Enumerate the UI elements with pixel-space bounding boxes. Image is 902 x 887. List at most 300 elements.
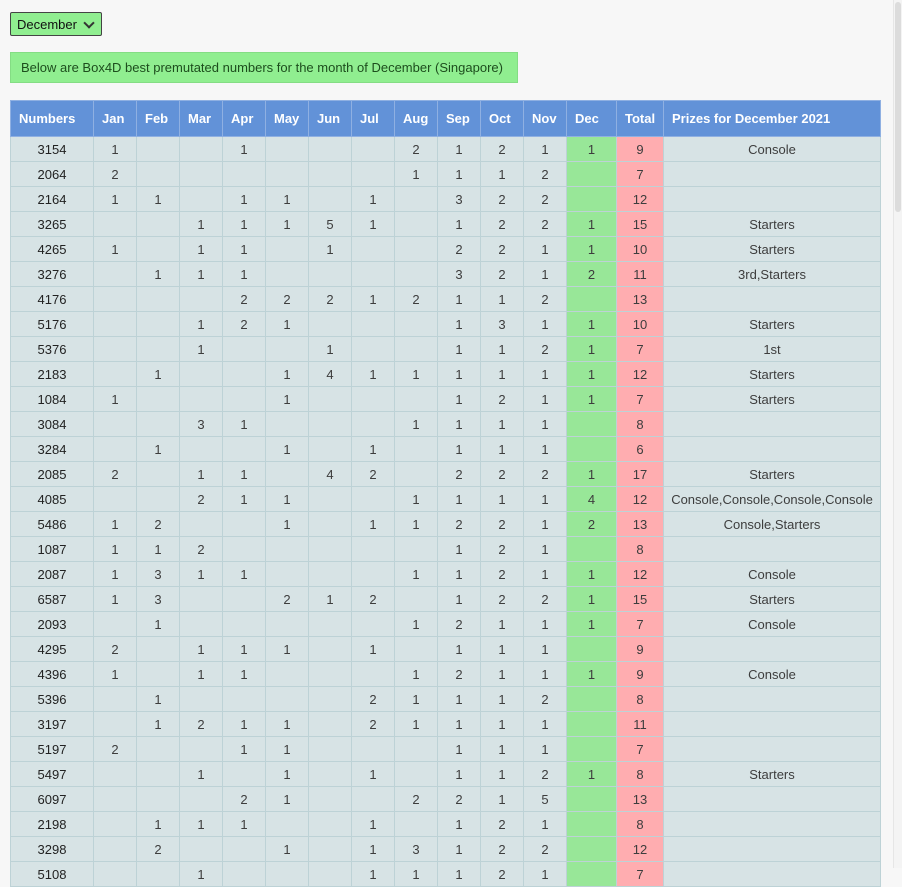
- dec-cell: 1: [567, 387, 617, 412]
- month-cell: 1: [137, 537, 180, 562]
- month-cell: [94, 337, 137, 362]
- month-cell: [94, 837, 137, 862]
- month-cell: 1: [524, 362, 567, 387]
- month-cell: 2: [481, 187, 524, 212]
- month-cell: 1: [481, 487, 524, 512]
- prize-cell: Console: [664, 137, 881, 162]
- month-cell: [266, 662, 309, 687]
- month-cell: 1: [223, 637, 266, 662]
- month-cell: [223, 612, 266, 637]
- month-cell: [309, 262, 352, 287]
- month-cell: [352, 412, 395, 437]
- scrollbar-thumb[interactable]: [895, 2, 901, 212]
- month-cell: 1: [266, 762, 309, 787]
- month-cell: 1: [481, 162, 524, 187]
- month-cell: [309, 387, 352, 412]
- month-cell: [352, 612, 395, 637]
- dec-cell: [567, 787, 617, 812]
- month-cell: 1: [223, 812, 266, 837]
- month-cell: [223, 762, 266, 787]
- total-cell: 13: [617, 787, 664, 812]
- dec-cell: 1: [567, 462, 617, 487]
- dec-cell: 1: [567, 212, 617, 237]
- month-cell: 1: [481, 662, 524, 687]
- month-cell: [137, 387, 180, 412]
- dec-cell: [567, 737, 617, 762]
- month-cell: 2: [352, 587, 395, 612]
- month-cell: [223, 337, 266, 362]
- month-cell: [223, 687, 266, 712]
- info-banner: Below are Box4D best premutated numbers for the month of December (Singapore): [10, 52, 518, 83]
- month-cell: 2: [524, 162, 567, 187]
- month-cell: 1: [94, 187, 137, 212]
- total-cell: 17: [617, 462, 664, 487]
- month-cell: 1: [94, 512, 137, 537]
- month-cell: 1: [180, 312, 223, 337]
- column-header-prizes-for-december-2021: Prizes for December 2021: [664, 101, 881, 137]
- month-cell: 2: [481, 837, 524, 862]
- month-cell: [352, 237, 395, 262]
- month-cell: [352, 137, 395, 162]
- month-cell: 1: [438, 162, 481, 187]
- dec-cell: 1: [567, 137, 617, 162]
- month-cell: [137, 862, 180, 887]
- month-cell: 1: [438, 537, 481, 562]
- month-cell: [94, 287, 137, 312]
- month-cell: 1: [481, 287, 524, 312]
- month-cell: 1: [524, 412, 567, 437]
- month-cell: 1: [438, 437, 481, 462]
- table-row: [11, 487, 881, 512]
- month-cell: 1: [180, 462, 223, 487]
- month-cell: 3: [180, 412, 223, 437]
- month-cell: 1: [481, 612, 524, 637]
- column-header-dec: Dec: [567, 101, 617, 137]
- table-row: [11, 587, 881, 612]
- number-cell: 4295: [11, 637, 94, 662]
- total-cell: 13: [617, 287, 664, 312]
- month-cell: 5: [524, 787, 567, 812]
- month-cell: [137, 137, 180, 162]
- month-cell: 2: [524, 762, 567, 787]
- month-cell: 4: [309, 362, 352, 387]
- prize-cell: Console: [664, 562, 881, 587]
- month-cell: 1: [395, 662, 438, 687]
- month-cell: [94, 812, 137, 837]
- month-cell: [94, 862, 137, 887]
- total-cell: 11: [617, 262, 664, 287]
- month-cell: 1: [481, 337, 524, 362]
- month-cell: [395, 187, 438, 212]
- month-cell: 2: [481, 537, 524, 562]
- month-cell: 2: [524, 212, 567, 237]
- month-cell: 2: [481, 587, 524, 612]
- month-cell: [137, 762, 180, 787]
- month-cell: 1: [223, 137, 266, 162]
- table-row: [11, 512, 881, 537]
- month-cell: 2: [438, 237, 481, 262]
- prize-cell: Starters: [664, 237, 881, 262]
- month-cell: [395, 337, 438, 362]
- month-cell: 1: [524, 712, 567, 737]
- month-cell: [352, 337, 395, 362]
- month-cell: 1: [94, 237, 137, 262]
- month-cell: 1: [94, 562, 137, 587]
- month-cell: 2: [481, 812, 524, 837]
- month-cell: 2: [524, 587, 567, 612]
- month-cell: [137, 662, 180, 687]
- month-cell: [395, 237, 438, 262]
- month-cell: [395, 537, 438, 562]
- month-cell: 1: [438, 137, 481, 162]
- total-cell: 11: [617, 712, 664, 737]
- month-cell: 2: [180, 487, 223, 512]
- month-cell: 1: [438, 687, 481, 712]
- month-cell: 1: [266, 487, 309, 512]
- month-cell: 1: [223, 212, 266, 237]
- month-cell: [309, 637, 352, 662]
- month-cell: [266, 412, 309, 437]
- month-cell: 1: [352, 287, 395, 312]
- month-cell: 1: [137, 187, 180, 212]
- month-cell: [352, 562, 395, 587]
- dec-cell: 1: [567, 612, 617, 637]
- month-cell: 1: [524, 662, 567, 687]
- month-cell: 1: [524, 862, 567, 887]
- month-cell: 1: [266, 437, 309, 462]
- number-cell: 2093: [11, 612, 94, 637]
- month-cell: [223, 587, 266, 612]
- total-cell: 7: [617, 612, 664, 637]
- header-row: [11, 101, 881, 137]
- month-cell: 1: [309, 587, 352, 612]
- month-cell: 2: [481, 262, 524, 287]
- month-cell: 2: [395, 787, 438, 812]
- month-cell: [395, 812, 438, 837]
- number-cell: 5376: [11, 337, 94, 362]
- month-cell: 1: [524, 262, 567, 287]
- month-cell: [180, 737, 223, 762]
- month-cell: [137, 737, 180, 762]
- month-cell: 2: [94, 637, 137, 662]
- month-cell: [137, 212, 180, 237]
- table-row: [11, 337, 881, 362]
- month-cell: [352, 312, 395, 337]
- table-row: [11, 712, 881, 737]
- month-cell: 1: [395, 487, 438, 512]
- month-cell: [309, 312, 352, 337]
- number-cell: 3197: [11, 712, 94, 737]
- month-cell: 2: [266, 587, 309, 612]
- dec-cell: [567, 287, 617, 312]
- month-cell: [309, 187, 352, 212]
- month-cell: [137, 637, 180, 662]
- month-cell: 2: [137, 837, 180, 862]
- table-row: [11, 412, 881, 437]
- prize-cell: Starters: [664, 362, 881, 387]
- month-cell: 1: [137, 612, 180, 637]
- month-cell: [266, 237, 309, 262]
- month-cell: 1: [438, 487, 481, 512]
- month-cell: [94, 412, 137, 437]
- table-row: [11, 437, 881, 462]
- number-cell: 4176: [11, 287, 94, 312]
- month-cell: [94, 312, 137, 337]
- month-cell: [309, 762, 352, 787]
- month-cell: [352, 537, 395, 562]
- number-cell: 4085: [11, 487, 94, 512]
- month-cell: 1: [481, 787, 524, 812]
- number-cell: 5497: [11, 762, 94, 787]
- month-cell: [266, 812, 309, 837]
- month-cell: [94, 712, 137, 737]
- prize-cell: [664, 637, 881, 662]
- month-select-wrap: [10, 12, 102, 36]
- prize-cell: Console: [664, 662, 881, 687]
- month-cell: [137, 312, 180, 337]
- table-row: [11, 137, 881, 162]
- month-cell: 1: [481, 437, 524, 462]
- month-cell: 1: [180, 212, 223, 237]
- month-cell: 1: [438, 387, 481, 412]
- month-cell: 2: [438, 787, 481, 812]
- month-cell: [309, 812, 352, 837]
- month-cell: [266, 612, 309, 637]
- number-cell: 3284: [11, 437, 94, 462]
- month-cell: 1: [137, 262, 180, 287]
- month-cell: 1: [352, 187, 395, 212]
- month-cell: 1: [438, 287, 481, 312]
- column-header-apr: Apr: [223, 101, 266, 137]
- total-cell: 7: [617, 737, 664, 762]
- month-cell: [309, 862, 352, 887]
- month-cell: 1: [481, 412, 524, 437]
- month-cell: [94, 212, 137, 237]
- month-cell: [180, 687, 223, 712]
- month-cell: 1: [395, 362, 438, 387]
- column-header-nov: Nov: [524, 101, 567, 137]
- month-cell: 1: [438, 637, 481, 662]
- prize-cell: Console: [664, 612, 881, 637]
- month-cell: 2: [94, 737, 137, 762]
- month-cell: [223, 437, 266, 462]
- column-header-jan: Jan: [94, 101, 137, 137]
- table-row: [11, 612, 881, 637]
- prize-cell: Starters: [664, 212, 881, 237]
- table-row: [11, 687, 881, 712]
- dec-cell: 1: [567, 587, 617, 612]
- month-cell: 3: [438, 262, 481, 287]
- month-cell: 2: [481, 512, 524, 537]
- month-cell: [309, 612, 352, 637]
- month-cell: 2: [352, 687, 395, 712]
- table-row: [11, 562, 881, 587]
- prize-cell: [664, 162, 881, 187]
- dec-cell: 1: [567, 562, 617, 587]
- month-cell: [352, 162, 395, 187]
- month-cell: [180, 137, 223, 162]
- month-cell: 1: [395, 612, 438, 637]
- month-cell: 1: [223, 662, 266, 687]
- total-cell: 6: [617, 437, 664, 462]
- month-cell: 2: [180, 712, 223, 737]
- total-cell: 8: [617, 762, 664, 787]
- month-cell: 2: [524, 337, 567, 362]
- number-cell: 2183: [11, 362, 94, 387]
- month-cell: [309, 837, 352, 862]
- month-cell: 1: [481, 687, 524, 712]
- total-cell: 10: [617, 237, 664, 262]
- month-cell: [223, 862, 266, 887]
- month-cell: [94, 787, 137, 812]
- month-cell: 1: [524, 137, 567, 162]
- month-cell: 2: [438, 612, 481, 637]
- number-cell: 1087: [11, 537, 94, 562]
- month-cell: [223, 837, 266, 862]
- month-cell: 2: [223, 287, 266, 312]
- month-cell: 1: [223, 237, 266, 262]
- month-cell: [395, 437, 438, 462]
- month-cell: [352, 262, 395, 287]
- month-cell: 2: [438, 512, 481, 537]
- prize-cell: Starters: [664, 762, 881, 787]
- column-header-oct: Oct: [481, 101, 524, 137]
- month-cell: 2: [438, 462, 481, 487]
- month-cell: 1: [524, 637, 567, 662]
- month-cell: [94, 687, 137, 712]
- month-cell: 2: [481, 137, 524, 162]
- table-row: [11, 837, 881, 862]
- dec-cell: 1: [567, 662, 617, 687]
- table-row: [11, 787, 881, 812]
- dec-cell: 4: [567, 487, 617, 512]
- month-cell: 2: [352, 462, 395, 487]
- month-cell: 1: [180, 637, 223, 662]
- month-cell: 2: [481, 562, 524, 587]
- month-cell: [94, 612, 137, 637]
- dec-cell: [567, 687, 617, 712]
- month-cell: 1: [266, 837, 309, 862]
- month-cell: [309, 662, 352, 687]
- column-header-mar: Mar: [180, 101, 223, 137]
- month-cell: [180, 187, 223, 212]
- month-cell: [137, 787, 180, 812]
- month-cell: [352, 387, 395, 412]
- month-cell: 1: [352, 362, 395, 387]
- month-cell: 1: [309, 337, 352, 362]
- month-cell: 1: [223, 412, 266, 437]
- month-cell: 1: [438, 837, 481, 862]
- month-cell: 1: [223, 462, 266, 487]
- month-cell: 1: [438, 762, 481, 787]
- prize-cell: Console,Starters: [664, 512, 881, 537]
- month-cell: [309, 137, 352, 162]
- total-cell: 13: [617, 512, 664, 537]
- dec-cell: [567, 837, 617, 862]
- total-cell: 12: [617, 837, 664, 862]
- month-cell: 1: [524, 437, 567, 462]
- number-cell: 2198: [11, 812, 94, 837]
- month-cell: [94, 762, 137, 787]
- month-cell: [180, 287, 223, 312]
- month-cell: [180, 437, 223, 462]
- dec-cell: [567, 437, 617, 462]
- month-cell: 1: [395, 162, 438, 187]
- month-cell: 1: [180, 337, 223, 362]
- month-cell: 1: [223, 262, 266, 287]
- table-row: [11, 862, 881, 887]
- month-cell: 1: [481, 737, 524, 762]
- month-cell: 2: [481, 462, 524, 487]
- month-cell: [223, 512, 266, 537]
- month-cell: 1: [94, 387, 137, 412]
- column-header-may: May: [266, 101, 309, 137]
- dec-cell: 2: [567, 512, 617, 537]
- month-cell: 5: [309, 212, 352, 237]
- month-cell: [266, 687, 309, 712]
- prize-cell: 1st: [664, 337, 881, 362]
- total-cell: 8: [617, 812, 664, 837]
- month-select[interactable]: [10, 12, 102, 36]
- month-cell: 1: [524, 312, 567, 337]
- month-cell: 2: [266, 287, 309, 312]
- column-header-feb: Feb: [137, 101, 180, 137]
- table-row: [11, 387, 881, 412]
- month-cell: [395, 762, 438, 787]
- month-cell: 1: [266, 712, 309, 737]
- number-cell: 4265: [11, 237, 94, 262]
- month-cell: 1: [524, 812, 567, 837]
- month-cell: 1: [438, 412, 481, 437]
- month-cell: 3: [438, 187, 481, 212]
- total-cell: 9: [617, 662, 664, 687]
- month-cell: 1: [352, 437, 395, 462]
- month-cell: 1: [352, 862, 395, 887]
- month-cell: 1: [395, 562, 438, 587]
- scrollbar[interactable]: [893, 0, 902, 868]
- prize-cell: [664, 737, 881, 762]
- dec-cell: 1: [567, 237, 617, 262]
- month-cell: [266, 862, 309, 887]
- month-cell: 1: [266, 787, 309, 812]
- number-cell: 2064: [11, 162, 94, 187]
- month-cell: [180, 387, 223, 412]
- number-cell: 2085: [11, 462, 94, 487]
- month-cell: 1: [137, 437, 180, 462]
- month-cell: 2: [137, 512, 180, 537]
- month-cell: [137, 412, 180, 437]
- dec-cell: [567, 862, 617, 887]
- number-cell: 3084: [11, 412, 94, 437]
- month-cell: 1: [137, 712, 180, 737]
- table-row: [11, 212, 881, 237]
- dec-cell: [567, 187, 617, 212]
- month-cell: 1: [524, 512, 567, 537]
- table-row: [11, 237, 881, 262]
- number-cell: 5108: [11, 862, 94, 887]
- prize-cell: [664, 187, 881, 212]
- month-cell: 1: [180, 562, 223, 587]
- table-row: [11, 637, 881, 662]
- month-cell: [137, 487, 180, 512]
- total-cell: 7: [617, 337, 664, 362]
- month-cell: 1: [438, 362, 481, 387]
- month-cell: 1: [395, 687, 438, 712]
- dec-cell: 1: [567, 337, 617, 362]
- month-cell: [94, 262, 137, 287]
- month-cell: 1: [180, 862, 223, 887]
- month-cell: 2: [524, 187, 567, 212]
